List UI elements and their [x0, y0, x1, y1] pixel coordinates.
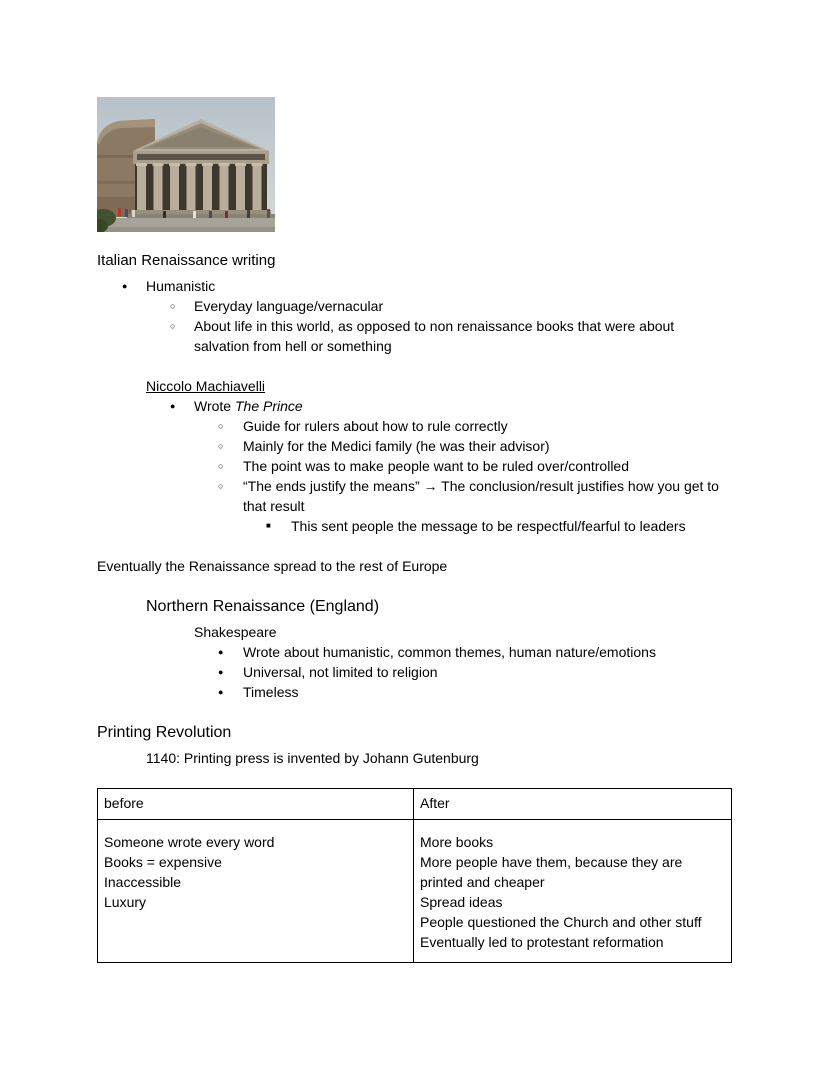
heading-italian-renaissance: Italian Renaissance writing: [97, 252, 276, 269]
circle-bullet-icon: ○: [218, 441, 224, 451]
list-item-text: Wrote about humanistic, common themes, human nature/emotions: [243, 644, 656, 660]
paragraph-gutenberg: 1140: Printing press is invented by Johann Gutenburg: [146, 750, 479, 766]
list-item-text: This sent people the message to be respectful/fearful to leaders: [291, 518, 686, 534]
list-item-text: Humanistic: [146, 278, 216, 294]
list-item-text: Mainly for the Medici family (he was their advisor): [243, 438, 550, 454]
subheading-shakespeare: Shakespeare: [194, 624, 277, 640]
printing-comparison-table: [97, 788, 732, 963]
list-item: [97, 516, 732, 536]
machiavelli-name: Niccolo Machiavelli: [146, 378, 266, 394]
work-title-the-prince: The Prince: [234, 398, 303, 414]
table-header-after: After: [414, 789, 732, 820]
table-cell-before: [98, 820, 414, 963]
table-line: Books = expensive: [104, 854, 222, 870]
table-line: Eventually led to protestant reformation: [420, 934, 664, 950]
square-bullet-icon: ■: [266, 521, 271, 530]
list-item: [97, 296, 732, 316]
circle-bullet-icon: ○: [218, 481, 224, 491]
spacer: [97, 702, 732, 722]
circle-bullet-icon: ○: [218, 461, 224, 471]
table-line: Luxury: [104, 894, 147, 910]
table-header-row: [98, 789, 732, 820]
table-line: More books: [420, 834, 494, 850]
table-line: Inaccessible: [104, 874, 182, 890]
table-line: Spread ideas: [420, 894, 503, 910]
list-item: [97, 682, 732, 702]
disc-bullet-icon: ●: [218, 667, 224, 677]
disc-bullet-icon: ●: [218, 687, 224, 697]
list-item-text: The point was to make people want to be ruled over/controlled: [243, 458, 630, 474]
list-item: [97, 436, 732, 456]
list-item-text: “The ends justify the means” → The conclusion/result justifies how you get to that result: [243, 478, 719, 514]
list-item-text: About life in this world, as opposed to non renaissance books that were about salvation from hell or something: [194, 318, 675, 354]
circle-bullet-icon: ○: [218, 421, 224, 431]
spacer: [97, 536, 732, 556]
disc-bullet-icon: ●: [122, 281, 128, 291]
circle-bullet-icon: ○: [170, 321, 176, 331]
heading-northern-renaissance: Northern Renaissance (England): [146, 598, 380, 615]
pantheon-photo: [97, 97, 275, 232]
heading-printing-revolution: Printing Revolution: [97, 724, 232, 741]
list-item-text: Timeless: [243, 684, 299, 700]
list-item-text: Everyday language/vernacular: [194, 298, 384, 314]
list-item: [97, 276, 732, 296]
list-item-text: Guide for rulers about how to rule correctly: [243, 418, 508, 434]
table-header-before: before: [98, 789, 414, 820]
subheading-machiavelli: [97, 376, 732, 396]
table-body-row: [98, 820, 732, 963]
list-item: [97, 476, 732, 516]
spacer: [97, 356, 732, 376]
paragraph-renaissance-spread: Eventually the Renaissance spread to the rest of Europe: [97, 558, 448, 574]
circle-bullet-icon: ○: [170, 301, 176, 311]
list-item: [97, 642, 732, 662]
list-item-text: Wrote: [194, 398, 235, 414]
table-line: Someone wrote every word: [104, 834, 275, 850]
table-line: People questioned the Church and other stuff: [420, 914, 702, 930]
disc-bullet-icon: ●: [218, 647, 224, 657]
spacer: [97, 576, 732, 596]
table-cell-after: [414, 820, 732, 963]
list-item-text: Universal, not limited to religion: [243, 664, 438, 680]
list-item: [97, 456, 732, 476]
list-item: [97, 662, 732, 682]
list-item: [97, 416, 732, 436]
pantheon-illustration: [97, 97, 275, 232]
list-item: [97, 316, 732, 356]
disc-bullet-icon: ●: [170, 401, 176, 411]
table-line: More people have them, because they are printed and cheaper: [420, 854, 683, 890]
list-item: [97, 396, 732, 416]
